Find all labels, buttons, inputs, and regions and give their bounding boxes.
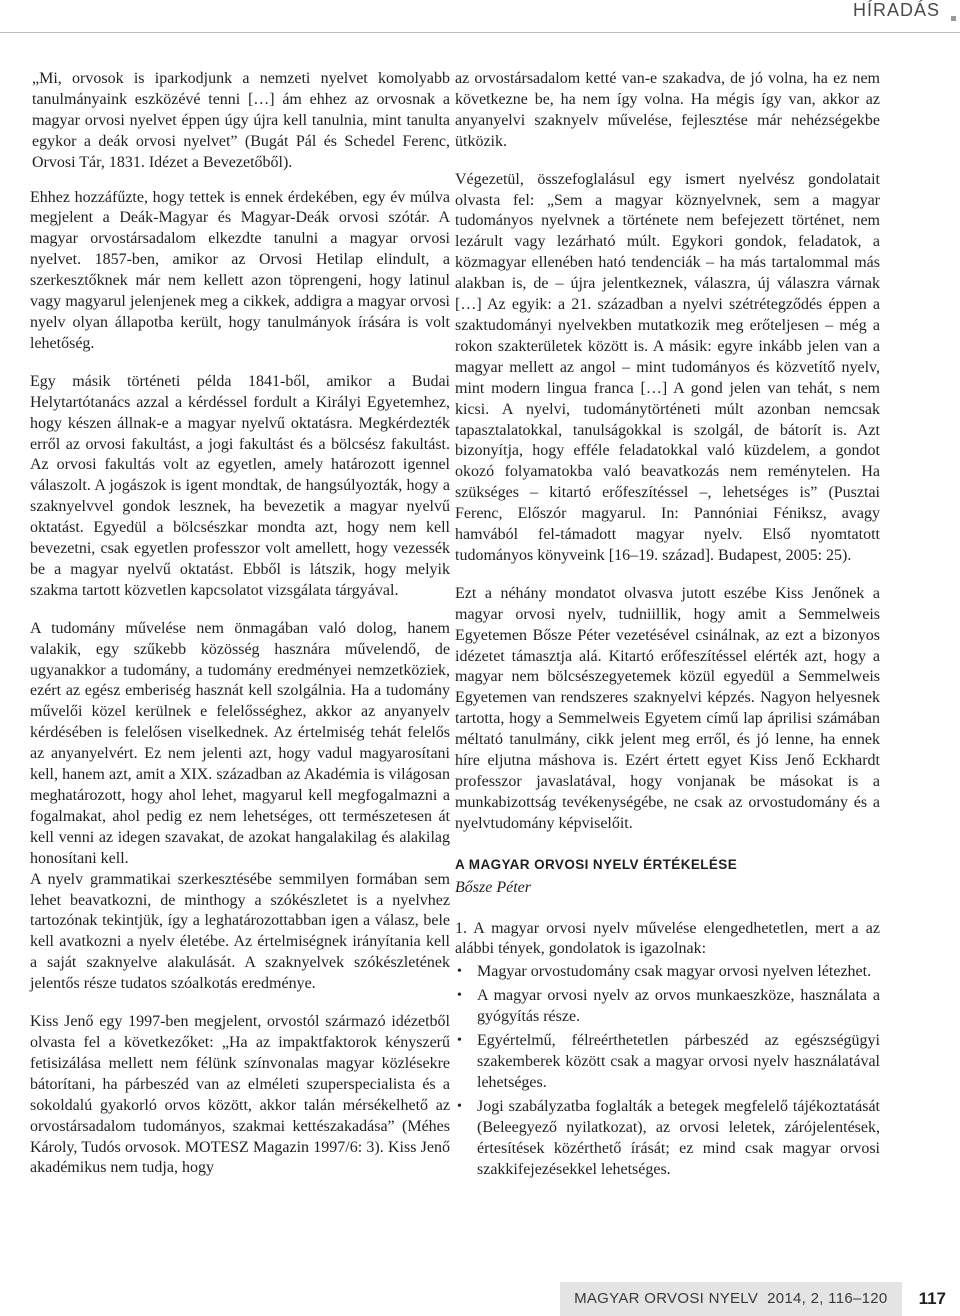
header-square-decoration <box>951 16 956 21</box>
bullet-icon: • <box>457 964 462 980</box>
list-item-text: Magyar orvostudomány csak magyar orvosi nyelven létezhet. <box>477 963 872 981</box>
bullet-list <box>455 962 880 1180</box>
list-item-text: Jogi szabályzatba foglalták a betegek megfelelő tájékoztatását (Beleegyező nyilatkozat), az orvosi leletek, zárójelentések, értesítések közérthető írását; ez mind csak magyar orvosi szakkifejezésekkel lehetséges. <box>477 1097 880 1178</box>
right-column <box>455 69 880 1183</box>
body-paragraph: Ehhez hozzáfűzte, hogy tettek is ennek érdekében, egy év múlva megjelent a Deák-Magyar és Magyar-Deák orvosi szótár. A magyar orvostársadalom elkezdte tanulni a magyar orvosi nyelvet. 1857-ben, amikor az Orvosi Hetilap elindult, a szerkesztőknek már nem kellett azon töprengeni, hogy latinul vagy magyarul jelenjenek meg a cikkek, addigra a magyar orvosi nyelv olyan állapotba került, hogy tanulmányok írására is volt lehetőség. <box>30 188 450 352</box>
body-paragraph: az orvostársadalom ketté van-e szakadva, de jó volna, ha ez nem következne be, ha nem így volna. Ha mégis így van, akkor az anyanyelvi szaknyelv művelése, fejlesztése már nehézségekbe ütközik. <box>455 70 880 150</box>
body-paragraph: Végezetül, összefoglalásul egy ismert nyelvész gondolatait olvasta fel: „Sem a magyar köznyelvnek, sem a magyar tudományos nyelvnek a története nem befejezett történet, nem lezárult vagy lezárható múlt. Egykori gondok, feladatok, a közmagyar ellenében ható tendenciák – ha más tartalommal más alakban is, de – újra jelentkeznek, válaszra, új válaszra várnak […] Az egyik: a 21. században a nyelvi szétrétegződés éppen a szaktudományi nyelvekben mutatkozik meg erőteljesen – még a rokon szakterületek között is. A másik: egyre inkább jelen van a magyar mellett az angol – mint tudományos és közvetítő nyelv, mint modern lingua franca […] A gond jelen van tehát, s nem kicsi. A nyelvi, tudománytörténeti múlt azonban nemcsak tapasztalatokkal, tanulságokkal is szolgál, de bátorít is. Azt bizonyítja, hogy efféle feladatokkal való küzdelem, a gondot okozó folyamatokba való beavatkozás nem reménytelen. Ha szükséges – kitartó erőfeszítéssel –, lehetséges is” (Pusztai Ferenc, Előszór magyarul. In: Pannóniai Féniksz, avagy hamvából fel-támadott magyar nyelv. Első nyomtatott tudományos könyveink [16–19. század]. Budapest, 2005: 25). <box>455 170 880 564</box>
body-paragraph: Kiss Jenő egy 1997-ben megjelent, orvostól származó idézetből olvasta fel a következőket: „Ha az impaktfaktorok kényszerű fetisizálása mellett nem félünk színvonalas magyar közlésekre bátorítani, ha párbeszéd van az elméleti szuperspecialista és a sokoldalú gyakorló orvos között, akkor talán mérsékelhető az orvostársadalom tudományos, szakmai kettészakadása” (Méhes Károly, Tudós orvosok. MOTESZ Magazin 1997/6: 3). Kiss Jenő akadémikus nem tudja, hogy <box>30 1013 450 1177</box>
header-rule <box>0 32 960 33</box>
page-footer <box>560 1282 960 1316</box>
list-item <box>455 962 880 983</box>
body-paragraph: A tudomány művelése nem önmagában való dolog, hanem valakik, egy szűkebb közösség hasznára művelendő, de ugyanakkor a tudomány, a tudomány eredményei nemzetköziek, ezért az egész emberiség hasznát kell szolgálnia. Ha a tudomány művelői közel kerülnek e felelősséghez, akkor az anyanyelv kérdésében is felelősen viselkednek. Az értelmiség tehát felelős az anyanyelvért. Ez nem jelenti azt, hogy vadul magyarosítani kell, hanem azt, amit a XIX. században az Akadémia is világosan meghatározott, hogy ahol lehet, magyarul kell megfogalmazni a fogalmakat, ahol pedig ez nem lehetséges, ott természetesen át kell venni az idegen szavakat, de azokat hangalakilag és alakilag honosítani kell. <box>30 619 450 867</box>
footer-journal-block <box>560 1282 902 1316</box>
bullet-icon: • <box>457 1033 462 1049</box>
numbered-point: 1. A magyar orvosi nyelv művelése elengedhetetlen, mert a az alábbi tények, gondolatok is igazolnak: <box>455 919 880 958</box>
section-author: Bősze Péter <box>455 878 531 896</box>
opening-quote-paragraph: „Mi, orvosok is iparkodjunk a nemzeti nyelvet komolyabb tanulmányaink eszközévé tenni […] ám ehhez az orvosnak a magyar orvosi nyelvet éppen úgy újra kell tanulnia, mint tanulta egykor a deák orvosi nyelvet” (Bugát Pál és Schedel Ferenc, Orvosi Tár, 1831. Idézet a Bevezetőből). <box>32 70 450 171</box>
list-item <box>455 986 880 1028</box>
page-number: 117 <box>902 1282 960 1316</box>
body-paragraph: A nyelv grammatikai szerkesztésébe semmilyen formában sem lehet beavatkozni, de minthogy a szókészletet is a nyelvhez tartozónak tekintjük, így a leghatározottabban igen a válasz, bele kell avatkozni a nyelv életébe. Az értelmiségnek irányítania kell a saját szaknyelve alakulását. A szaknyelvek szókészletének jelentős része tudatos szóalkotás eredménye. <box>30 870 450 993</box>
section-heading: A MAGYAR ORVOSI NYELV ÉRTÉKELÉSE <box>455 856 738 872</box>
list-item-text: Egyértelmű, félreérthetetlen párbeszéd az egészségügyi szakemberek között csak a magyar orvosi nyelv használatával lehetséges. <box>477 1032 880 1091</box>
body-paragraph: Ezt a néhány mondatot olvasva jutott eszébe Kiss Jenőnek a magyar orvosi nyelv, tudniillik, hogy amit a Semmelweis Egyetemen Bősze Péter vezetésével csinálnak, az ezt a bizonyos idézetet támasztja alá. Kitartó erőfeszítéssel elérték azt, hogy a magyar nem bölcsészegyetemek közül egyedül a Semmelweis Egyetemen van rendszeres szaknyelvi képzés. Nagyon helyesnek tartotta, hogy a Semmelweis Egyetem című lap áprilisi számában méltató tanulmány, cikk jelent meg erről, és jó lenne, ha ennek híre eljutna máshova is. Ezért értett egyet Kiss Jenő Eckhardt professzor javaslatával, hogy vonjanak be másokat is a munkabizottság tevékenységébe, ne csak az orvostudomány és a nyelvtudomány képviselőit. <box>455 584 880 832</box>
bullet-icon: • <box>457 988 462 1004</box>
bullet-icon: • <box>457 1098 462 1114</box>
left-column <box>30 69 450 1179</box>
section-label: HÍRADÁS <box>852 0 940 20</box>
journal-citation: 2014, 2, 116–120 <box>767 1290 888 1307</box>
list-item-text: A magyar orvosi nyelv az orvos munkaeszköze, használata a gyógyítás része. <box>477 987 880 1026</box>
journal-name: MAGYAR ORVOSI NYELV <box>574 1290 759 1307</box>
list-item <box>455 1097 880 1181</box>
list-item <box>455 1031 880 1094</box>
body-paragraph: Egy másik történeti példa 1841-ből, amikor a Budai Helytartótanács azzal a kérdéssel fordult a Királyi Egyetemhez, hogy készen állnak-e a magyar nyelvű oktatásra. Megkérdezték erről az orvosi fakultást, a jogi fakultást és a bölcsész fakultást. Az orvosi fakultás volt az egyetlen, amely határozott igennel válaszolt. A jogászok is igent mondtak, de hangsúlyozták, hogy a szaknyelvvel gondok lesznek, ha bevezetik a magyar nyelvű oktatást. Egyedül a bölcsészkar mondta azt, hogy nem kell bevezetni, csak egyetlen professzor volt amellett, hogy vezessék be a magyar nyelvű oktatást. Ebből is látszik, hogy melyik szakma tartott közvetlen kapcsolatot vizsgálata tárgyával. <box>30 372 450 599</box>
